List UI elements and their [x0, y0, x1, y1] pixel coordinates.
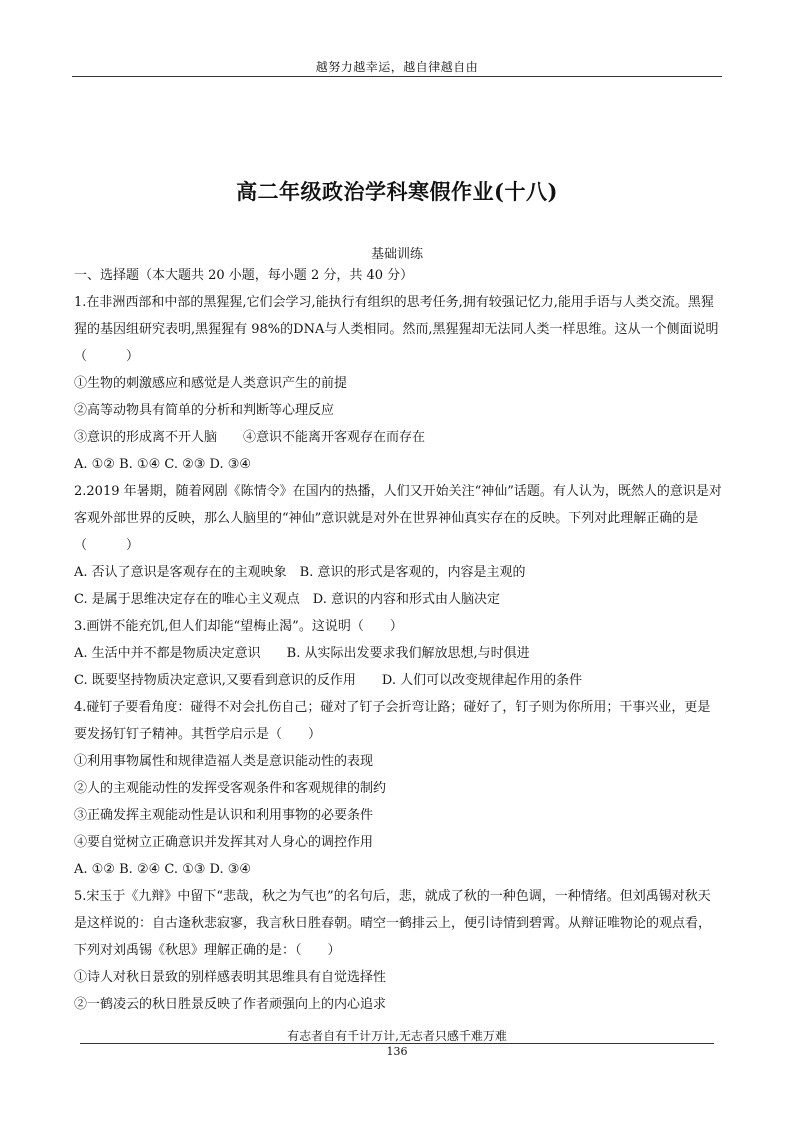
question-4-statement: ④要自觉树立正确意识并发挥其对人身心的调控作用	[74, 835, 374, 850]
section-title: 基础训练	[370, 247, 423, 262]
question-4-statement: ②人的主观能动性的发挥受客观条件和客观规律的制约	[74, 781, 387, 796]
question-2-stem: 2.2019 年暑期，随着网剧《陈情令》在国内的热播，人们又开始关注“神仙”话题。有人认为，既然人的意识是对客观外部世界的反映，那么人脑里的“神仙”意识就是对外在世界神仙真实存在的反映。下列对此理解正确的是（ ）	[74, 484, 722, 553]
question-5-statement: ②一鹤凌云的秋日胜景反映了作者顽强向上的内心追求	[74, 997, 387, 1012]
question-5-statement: ①诗人对秋日景致的别样感表明其思维具有自觉选择性	[74, 970, 387, 985]
question-1-statement: ③意识的形成离不开人脑 ④意识不能离开客观存在而存在	[74, 430, 426, 445]
question-4-statement: ③正确发挥主观能动性是认识和利用事物的必要条件	[74, 808, 374, 823]
question-content	[74, 262, 722, 1018]
question-2-options-ab: A. 否认了意识是客观存在的主观映象 B. 意识的形式是客观的，内容是主观的	[74, 565, 526, 580]
footer-motto: 有志者自有千计万计,无志者只感千难万难	[287, 1029, 507, 1043]
question-1-stem: 1.在非洲西部和中部的黑猩猩,它们会学习,能执行有组织的思考任务,拥有较强记忆力,能用手语与人类交流。黑猩猩的基因组研究表明,黑猩猩有 98%的DNA与人类相同。然而,黑猩猩却无法同人类一样思维。这从一个侧面说明（ ）	[74, 295, 719, 364]
question-1-options: A. ①② B. ①④ C. ②③ D. ③④	[74, 457, 252, 472]
question-1-statement: ①生物的刺激感应和感觉是人类意识产生的前提	[74, 376, 348, 391]
question-3-stem: 3.画饼不能充饥,但人们却能“望梅止渴”。这说明（ ）	[74, 619, 403, 634]
question-3-options-ab: A. 生活中并不都是物质决定意识 B. 从实际出发要求我们解放思想,与时俱进	[74, 646, 530, 661]
page-title: 高二年级政治学科寒假作业(十八)	[236, 179, 558, 204]
question-4-statement: ①利用事物属性和规律造福人类是意识能动性的表现	[74, 754, 374, 769]
question-5-stem: 5.宋玉于《九辩》中留下“悲哉，秋之为气也”的名句后，悲，就成了秋的一种色调，一种情绪。但刘禹锡对秋天是这样说的：自古逢秋悲寂寥，我言秋日胜春朝。晴空一鹤排云上，便引诗情到碧霄。从辩证唯物论的观点看，下列对刘禹锡《秋思》理解正确的是：（ ）	[74, 889, 712, 958]
part-heading: 一、选择题（本大题共 20 小题，每小题 2 分，共 40 分）	[74, 268, 414, 283]
question-1-statement: ②高等动物具有简单的分析和判断等心理反应	[74, 403, 335, 418]
header-rule	[72, 76, 722, 77]
question-3-options-cd: C. 既要坚持物质决定意识,又要看到意识的反作用 D. 人们可以改变规律起作用的条件	[74, 673, 583, 688]
question-4-stem: 4.碰钉子要看角度：碰得不对会扎伤自己；碰对了钉子会折弯让路；碰好了，钉子则为你所用；干事兴业，更是要发扬钉钉子精神。其哲学启示是（ ）	[74, 700, 711, 742]
page-number: 136	[386, 1045, 408, 1058]
question-4-options: A. ①② B. ②④ C. ①③ D. ③④	[74, 862, 252, 877]
header-motto: 越努力越幸运，越自律越自由	[315, 60, 479, 74]
footer-rule	[80, 1043, 714, 1044]
question-2-options-cd: C. 是属于思维决定存在的唯心主义观点 D. 意识的内容和形式由人脑决定	[74, 592, 500, 607]
